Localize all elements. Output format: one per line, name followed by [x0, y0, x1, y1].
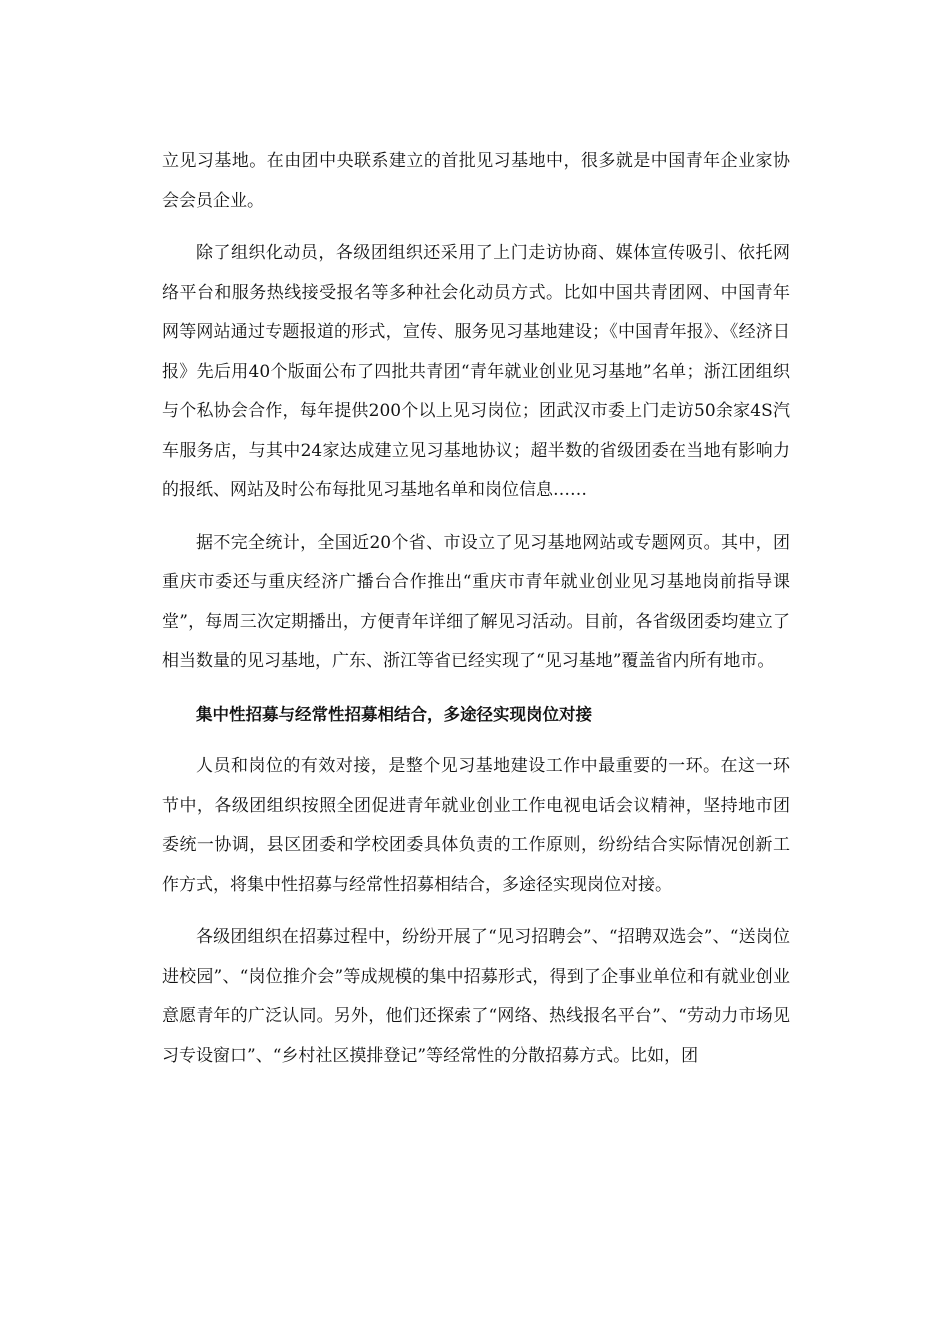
- document-body: [162, 142, 790, 1089]
- paragraph-job-matching: 人员和岗位的有效对接，是整个见习基地建设工作中最重要的一环。在这一环节中，各级团组织按照全团促进青年就业创业工作电视电话会议精神，坚持地市团委统一协调，县区团委和学校团委具体负责的工作原则，纷纷结合实际情况创新工作方式，将集中性招募与经常性招募相结合，多途径实现岗位对接。: [162, 756, 790, 895]
- paragraph-continuation: 立见习基地。在由团中央联系建立的首批见习基地中，很多就是中国青年企业家协会会员企业。: [162, 151, 790, 211]
- paragraph-recruitment: 各级团组织在招募过程中，纷纷开展了“见习招聘会”、“招聘双选会”、“送岗位进校园”、“岗位推介会”等成规模的集中招募形式，得到了企事业单位和有就业创业意愿青年的广泛认同。另外，他们还探索了“网络、热线报名平台”、“劳动力市场见习专设窗口”、“乡村社区摸排登记”等经常性的分散招募方式。比如，团: [162, 927, 790, 1066]
- section-heading: 集中性招募与经常性招募相结合，多途径实现岗位对接: [196, 704, 592, 724]
- paragraph-social-mobilization: 除了组织化动员，各级团组织还采用了上门走访协商、媒体宣传吸引、依托网络平台和服务热线接受报名等多种社会化动员方式。比如中国共青团网、中国青年网等网站通过专题报道的形式，宣传、服务见习基地建设；《中国青年报》、《经济日报》先后用40个版面公布了四批共青团“青年就业创业见习基地”名单；浙江团组织与个私协会合作，每年提供200个以上见习岗位；团武汉市委上门走访50余家4S汽车服务店，与其中24家达成建立见习基地协议；超半数的省级团委在当地有影响力的报纸、网站及时公布每批见习基地名单和岗位信息……: [162, 243, 790, 500]
- paragraph-statistics: 据不完全统计，全国近20个省、市设立了见习基地网站或专题网页。其中，团重庆市委还与重庆经济广播台合作推出“重庆市青年就业创业见习基地岗前指导课堂”，每周三次定期播出，方便青年详细了解见习活动。目前，各省级团委均建立了相当数量的见习基地，广东、浙江等省已经实现了“见习基地”覆盖省内所有地市。: [162, 532, 790, 671]
